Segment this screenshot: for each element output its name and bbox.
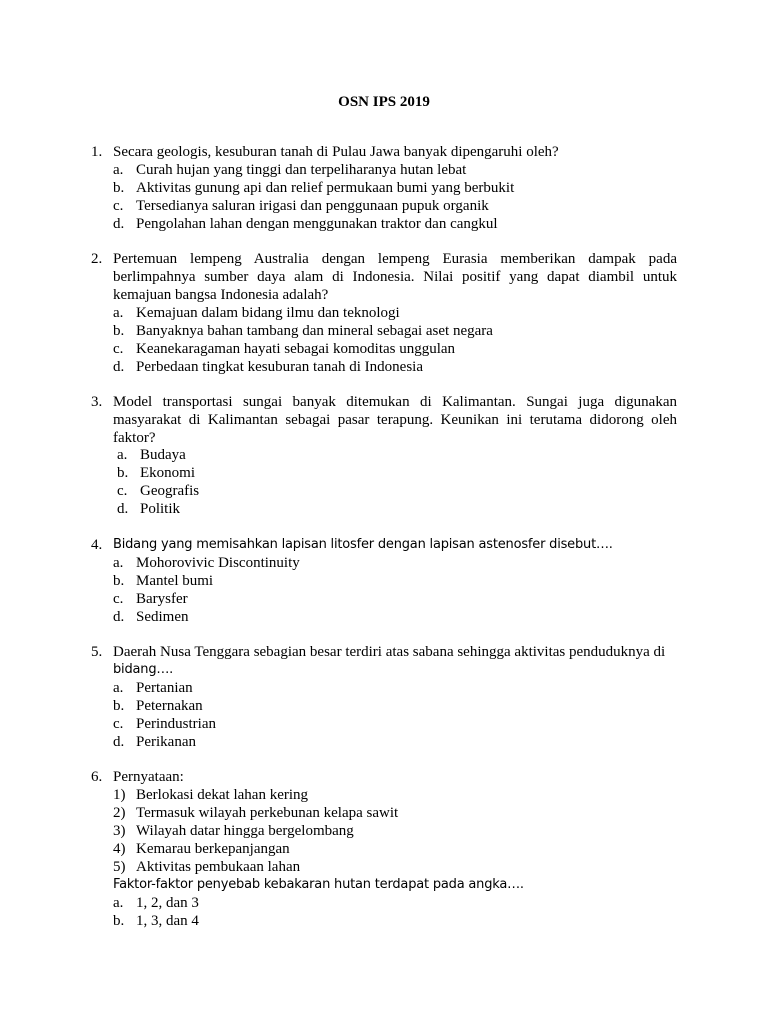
option-text: Peternakan — [136, 698, 203, 714]
option-text: 1, 3, dan 4 — [136, 913, 199, 929]
option-text: Perbedaan tingkat kesuburan tanah di Indonesia — [136, 359, 423, 375]
option-label: d. — [113, 216, 125, 232]
option-label: d. — [113, 734, 125, 750]
option-text: Sedimen — [136, 609, 189, 625]
option-label: d. — [117, 501, 129, 517]
statement-label: 2) — [113, 805, 126, 821]
option-text: 1, 2, dan 3 — [136, 895, 199, 911]
statement-text: Berlokasi dekat lahan kering — [136, 787, 309, 803]
question-stem-line-2: bidang…. — [113, 662, 174, 677]
option-label: a. — [113, 305, 124, 321]
option-label: c. — [117, 483, 128, 499]
option-label: c. — [113, 716, 124, 732]
option-label: b. — [113, 573, 125, 589]
option-text: Aktivitas gunung api dan relief permukaan bumi yang berbukit — [136, 180, 515, 196]
question-number: 2. — [91, 251, 103, 267]
question-prompt: Faktor-faktor penyebab kebakaran hutan terdapat pada angka…. — [113, 877, 524, 892]
option-text: Kemajuan dalam bidang ilmu dan teknologi — [136, 305, 400, 321]
question-stem: Model transportasi sungai banyak ditemukan di Kalimantan. Sungai juga digunakan masyarakat di Kalimantan sebagai pasar terapung. Keunikan ini terutama didorong oleh faktor? — [113, 394, 677, 446]
question-intro: Pernyataan: — [113, 769, 184, 785]
statement-text: Termasuk wilayah perkebunan kelapa sawit — [136, 805, 399, 821]
option-label: c. — [113, 591, 124, 607]
option-label: d. — [113, 609, 125, 625]
option-label: b. — [113, 180, 125, 196]
option-text: Banyaknya bahan tambang dan mineral sebagai aset negara — [136, 323, 493, 339]
option-text: Curah hujan yang tinggi dan terpeliharanya hutan lebat — [136, 162, 467, 178]
question-number: 5. — [91, 644, 103, 660]
option-label: a. — [113, 555, 124, 571]
statement-text: Kemarau berkepanjangan — [136, 841, 290, 857]
question-stem: Secara geologis, kesuburan tanah di Pulau Jawa banyak dipengaruhi oleh? — [113, 144, 559, 160]
option-label: a. — [113, 895, 124, 911]
option-label: b. — [113, 323, 125, 339]
option-text: Geografis — [140, 483, 200, 499]
option-label: a. — [117, 447, 128, 463]
question-stem: Bidang yang memisahkan lapisan litosfer dengan lapisan astenosfer disebut…. — [113, 537, 613, 552]
option-text: Budaya — [140, 447, 186, 463]
option-text: Politik — [140, 501, 181, 517]
option-text: Ekonomi — [140, 465, 195, 481]
option-text: Barysfer — [136, 591, 188, 607]
option-label: d. — [113, 359, 125, 375]
option-label: b. — [113, 698, 125, 714]
option-label: b. — [117, 465, 129, 481]
question-number: 3. — [91, 394, 103, 410]
question-number: 6. — [91, 769, 103, 785]
option-text: Mohorovivic Discontinuity — [136, 555, 300, 571]
statement-text: Aktivitas pembukaan lahan — [136, 859, 301, 875]
option-label: b. — [113, 913, 125, 929]
page-title: OSN IPS 2019 — [338, 94, 430, 110]
option-label: c. — [113, 341, 124, 357]
statement-label: 5) — [113, 859, 126, 875]
option-text: Tersedianya saluran irigasi dan penggunaan pupuk organik — [136, 198, 489, 214]
option-text: Mantel bumi — [136, 573, 214, 589]
statement-label: 3) — [113, 823, 126, 839]
option-label: a. — [113, 162, 124, 178]
option-text: Keanekaragaman hayati sebagai komoditas unggulan — [136, 341, 456, 357]
statement-label: 1) — [113, 787, 126, 803]
question-number: 1. — [91, 144, 103, 160]
option-text: Pertanian — [136, 680, 193, 696]
statement-label: 4) — [113, 841, 126, 857]
question-stem: Pertemuan lempeng Australia dengan lempeng Eurasia memberikan dampak pada berlimpahnya sumber daya alam di Indonesia. Nilai positif yang dapat diambil untuk kemajuan bangsa Indonesia adalah? — [113, 251, 677, 303]
option-label: c. — [113, 198, 124, 214]
option-text: Perindustrian — [136, 716, 216, 732]
option-text: Pengolahan lahan dengan menggunakan traktor dan cangkul — [136, 216, 498, 232]
statement-text: Wilayah datar hingga bergelombang — [136, 823, 354, 839]
question-number: 4. — [91, 537, 103, 553]
option-label: a. — [113, 680, 124, 696]
option-text: Perikanan — [136, 734, 196, 750]
question-stem-line-1: Daerah Nusa Tenggara sebagian besar terdiri atas sabana sehingga aktivitas penduduknya di — [113, 644, 666, 660]
